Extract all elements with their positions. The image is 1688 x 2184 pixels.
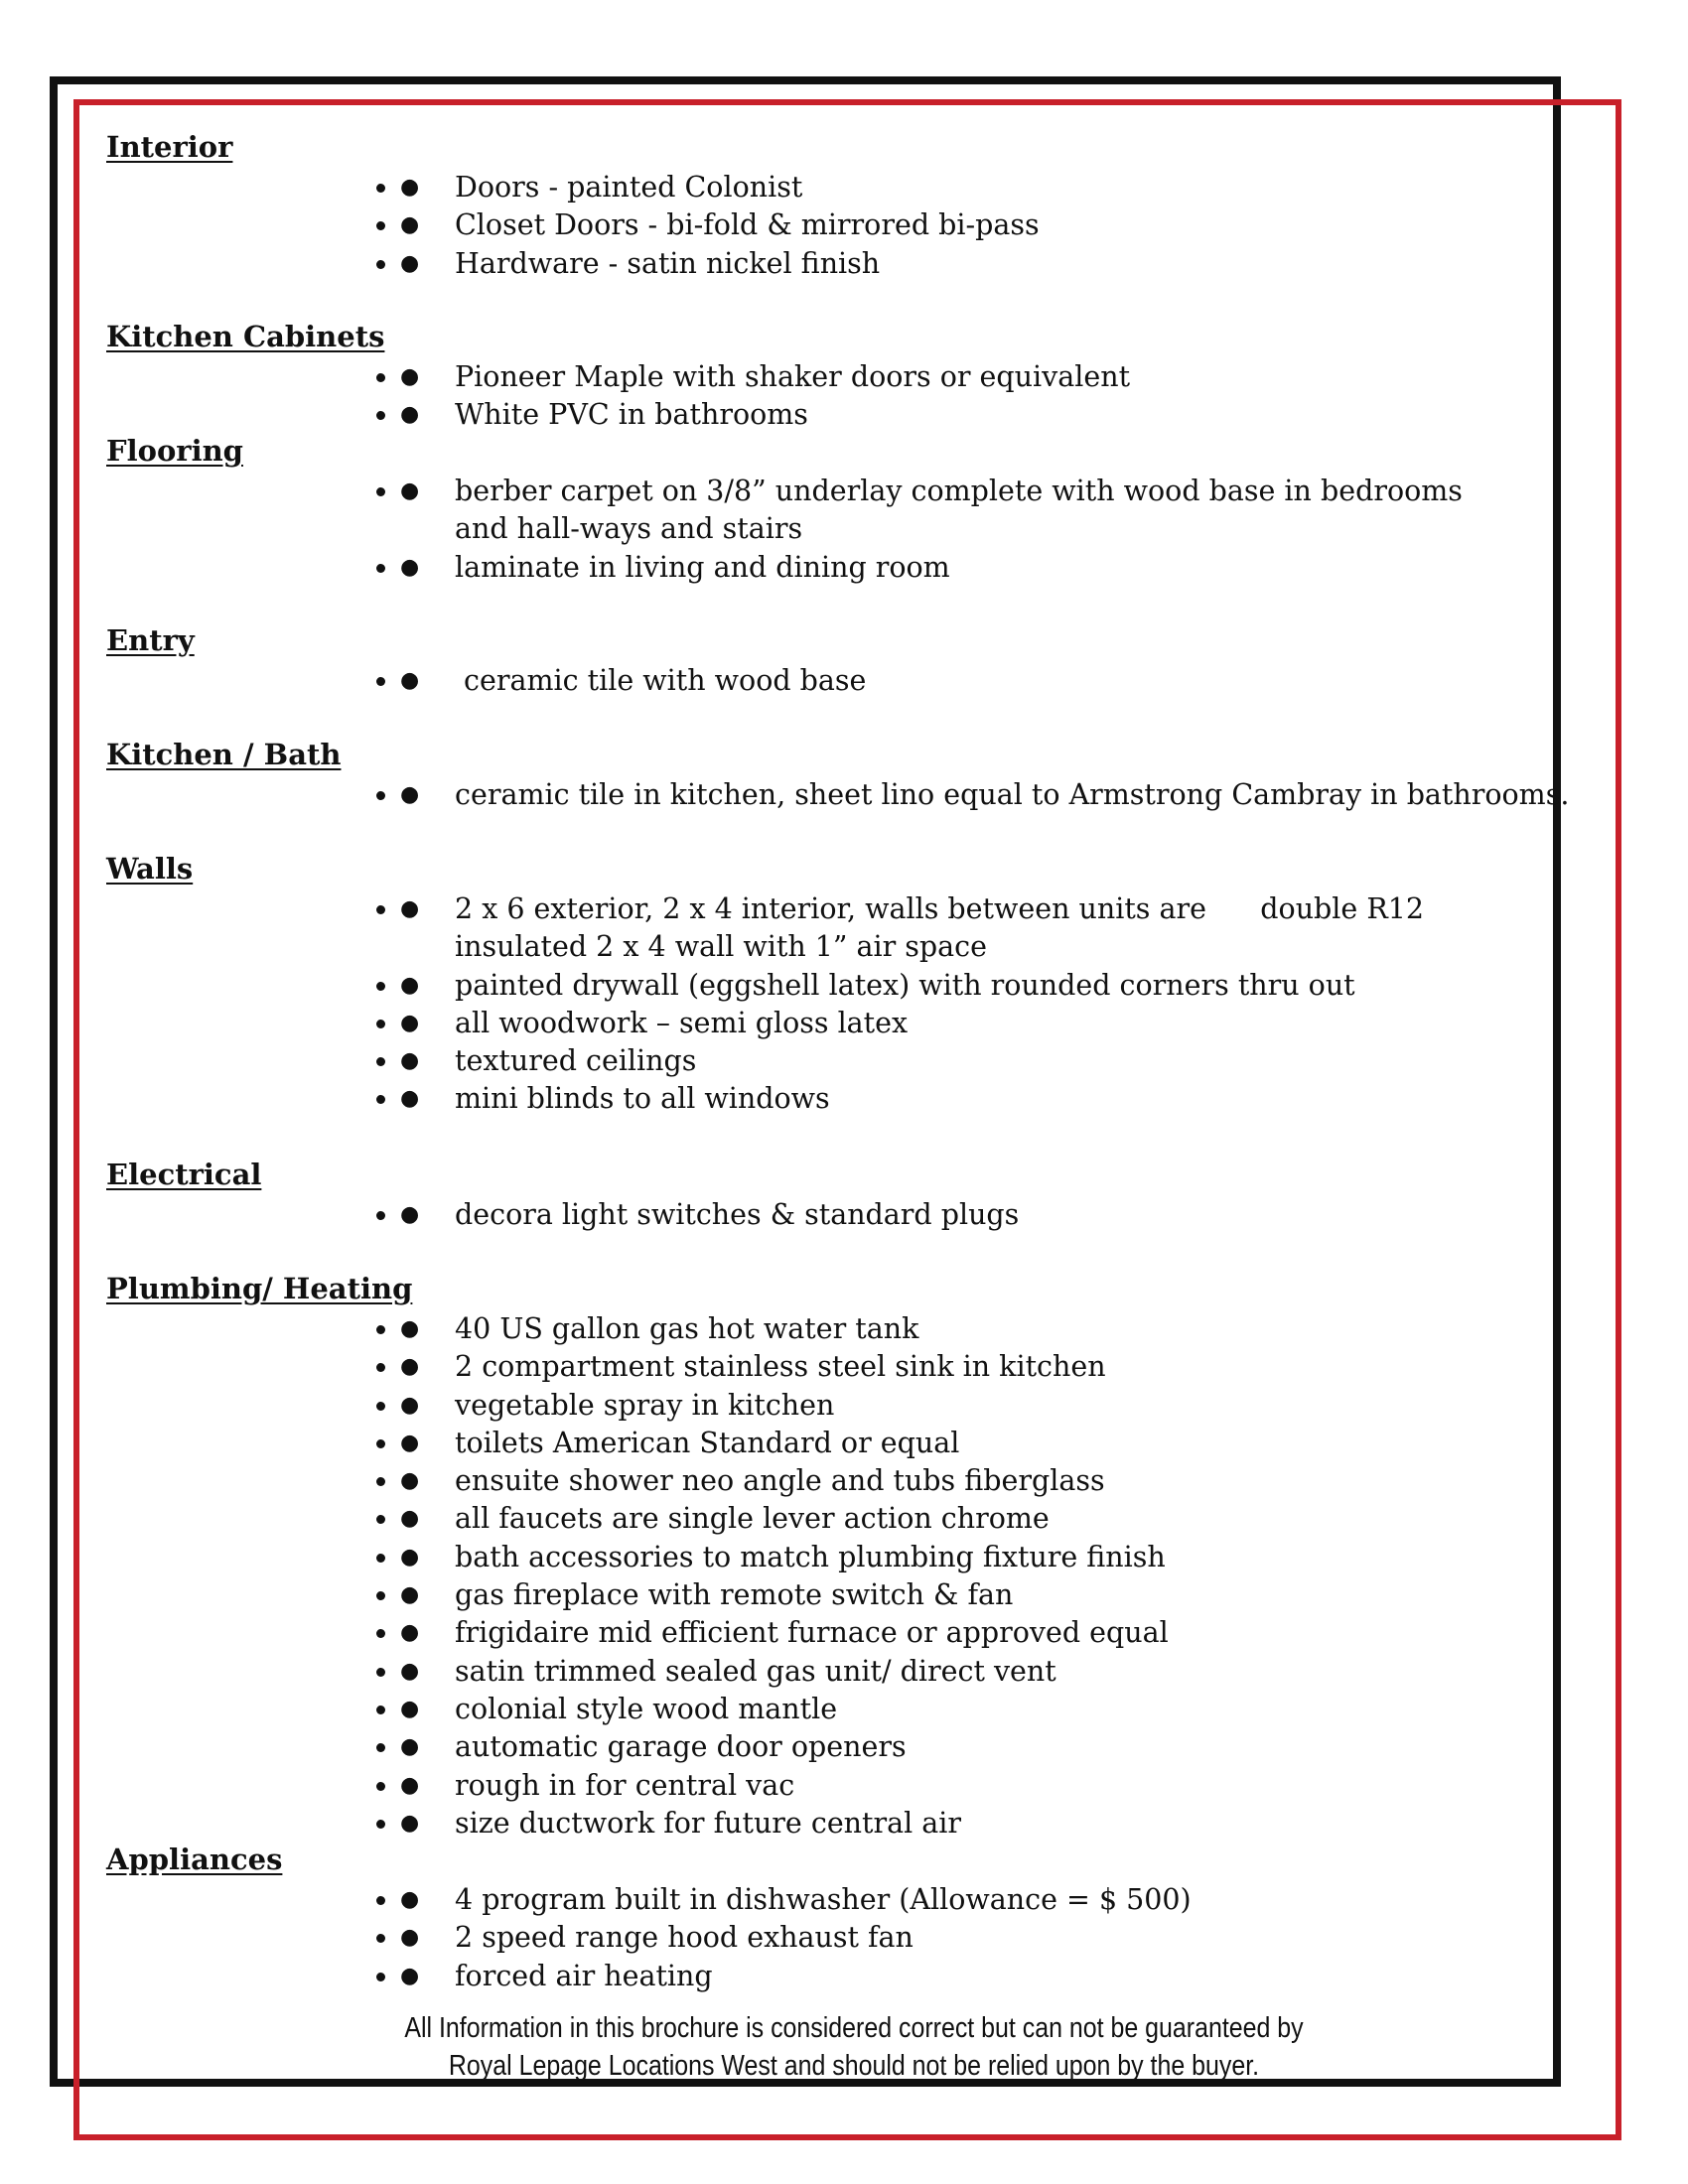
- bullet-icon: • ●: [400, 1620, 420, 1646]
- list-item: • ● 40 US gallon gas hot water tank: [400, 1310, 1522, 1348]
- list-item: • ● all faucets are single lever action chrome: [400, 1500, 1522, 1538]
- bullet-icon: • ●: [400, 1202, 420, 1227]
- list-kitchen-bath: [400, 776, 1570, 814]
- list-item: • ● toilets American Standard or equal: [400, 1425, 1522, 1462]
- list-flooring: [400, 473, 1522, 587]
- bullet-icon: • ●: [400, 402, 420, 428]
- section-heading-flooring: Flooring: [106, 434, 243, 468]
- bullet-icon: • ●: [400, 1506, 420, 1532]
- list-item: • ● ceramic tile in kitchen, sheet lino equal to Armstrong Cambray in bathrooms.: [400, 776, 1522, 814]
- list-item: • ● forced air heating: [400, 1958, 1522, 1995]
- disclaimer-line-1: All Information in this brochure is considered correct but can not be guaranteed by: [404, 2012, 1304, 2044]
- list-item: • ● Pioneer Maple with shaker doors or equivalent: [400, 358, 1522, 396]
- bullet-icon: • ●: [400, 364, 420, 389]
- section-heading-kitchen-bath: Kitchen / Bath: [106, 738, 342, 771]
- bullet-icon: • ●: [400, 1658, 420, 1684]
- bullet-icon: • ●: [400, 1010, 420, 1035]
- bullet-icon: • ●: [400, 1316, 420, 1341]
- list-plumbing-heating: [400, 1310, 1522, 1843]
- bullet-icon: • ●: [400, 1772, 420, 1798]
- list-item: • ● colonial style wood mantle: [400, 1691, 1522, 1728]
- bullet-icon: • ●: [400, 250, 420, 276]
- list-item: • ● all woodwork – semi gloss latex: [400, 1005, 1522, 1042]
- list-item: • ● frigidaire mid efficient furnace or approved equal: [400, 1614, 1522, 1652]
- bullet-icon: • ●: [400, 175, 420, 200]
- bullet-icon: • ●: [400, 1810, 420, 1836]
- list-item: • ● vegetable spray in kitchen: [400, 1387, 1522, 1425]
- bullet-icon: • ●: [400, 1048, 420, 1074]
- list-entry: [400, 662, 1522, 700]
- list-item: • ● Hardware - satin nickel finish: [400, 245, 1522, 283]
- list-item: • ● berber carpet on 3/8” underlay complete with wood base in bedrooms and hall-ways and stairs: [400, 473, 1522, 549]
- list-item: • ● mini blinds to all windows: [400, 1080, 1522, 1118]
- bullet-icon: • ●: [400, 1086, 420, 1112]
- list-appliances: [400, 1881, 1522, 1995]
- bullet-icon: • ●: [400, 782, 420, 807]
- bullet-icon: • ●: [400, 1354, 420, 1380]
- list-item: • ● decora light switches & standard plugs: [400, 1196, 1522, 1234]
- bullet-icon: • ●: [400, 1925, 420, 1951]
- section-heading-entry: Entry: [106, 623, 195, 657]
- bullet-icon: • ●: [400, 1887, 420, 1912]
- list-item: • ● satin trimmed sealed gas unit/ direct vent: [400, 1653, 1522, 1691]
- list-electrical: [400, 1196, 1522, 1234]
- list-item: • ● 4 program built in dishwasher (Allowance = $ 500): [400, 1881, 1522, 1919]
- section-heading-kitchen-cabinets: Kitchen Cabinets: [106, 320, 385, 353]
- bullet-icon: • ●: [400, 478, 420, 503]
- bullet-icon: • ●: [400, 1392, 420, 1418]
- disclaimer-footer: [375, 2009, 1332, 2085]
- list-item: • ● painted drywall (eggshell latex) with rounded corners thru out: [400, 967, 1522, 1005]
- list-item: • ● bath accessories to match plumbing fixture finish: [400, 1539, 1522, 1576]
- list-item: • ● rough in for central vac: [400, 1767, 1522, 1805]
- section-heading-interior: Interior: [106, 130, 233, 164]
- bullet-icon: • ●: [400, 668, 420, 693]
- bullet-icon: • ●: [400, 1544, 420, 1570]
- list-item: • ● White PVC in bathrooms: [400, 396, 1522, 434]
- list-item: • ● laminate in living and dining room: [400, 549, 1522, 587]
- list-item: • ● ceramic tile with wood base: [400, 662, 1522, 700]
- list-item: • ● automatic garage door openers: [400, 1728, 1522, 1766]
- section-heading-walls: Walls: [106, 852, 194, 886]
- bullet-icon: • ●: [400, 1734, 420, 1760]
- bullet-icon: • ●: [400, 554, 420, 580]
- bullet-icon: • ●: [400, 1963, 420, 1988]
- bullet-icon: • ●: [400, 972, 420, 998]
- list-item: • ● 2 speed range hood exhaust fan: [400, 1919, 1522, 1957]
- list-item: • ● 2 x 6 exterior, 2 x 4 interior, walls between units are double R12 insulated 2 x 4 wall with 1” air space: [400, 890, 1522, 967]
- disclaimer-line-2: Royal Lepage Locations West and should not be relied upon by the buyer.: [448, 2050, 1260, 2082]
- bullet-icon: • ●: [400, 1696, 420, 1721]
- section-heading-electrical: Electrical: [106, 1158, 262, 1191]
- section-heading-plumbing-heating: Plumbing/ Heating: [106, 1272, 413, 1305]
- list-interior: [400, 169, 1522, 283]
- list-kitchen-cabinets: [400, 358, 1522, 435]
- section-heading-appliances: Appliances: [106, 1843, 283, 1876]
- list-item: • ● gas fireplace with remote switch & fan: [400, 1576, 1522, 1614]
- bullet-icon: • ●: [400, 1582, 420, 1608]
- list-item: • ● 2 compartment stainless steel sink in kitchen: [400, 1348, 1522, 1386]
- list-item: • ● textured ceilings: [400, 1042, 1522, 1080]
- bullet-icon: • ●: [400, 1468, 420, 1494]
- list-walls: [400, 890, 1522, 1119]
- bullet-icon: • ●: [400, 1430, 420, 1455]
- list-item: • ● ensuite shower neo angle and tubs fiberglass: [400, 1462, 1522, 1500]
- bullet-icon: • ●: [400, 896, 420, 921]
- list-item: • ● size ductwork for future central air: [400, 1805, 1522, 1843]
- list-item: • ● Doors - painted Colonist: [400, 169, 1522, 206]
- list-item: • ● Closet Doors - bi-fold & mirrored bi-pass: [400, 206, 1522, 244]
- bullet-icon: • ●: [400, 212, 420, 238]
